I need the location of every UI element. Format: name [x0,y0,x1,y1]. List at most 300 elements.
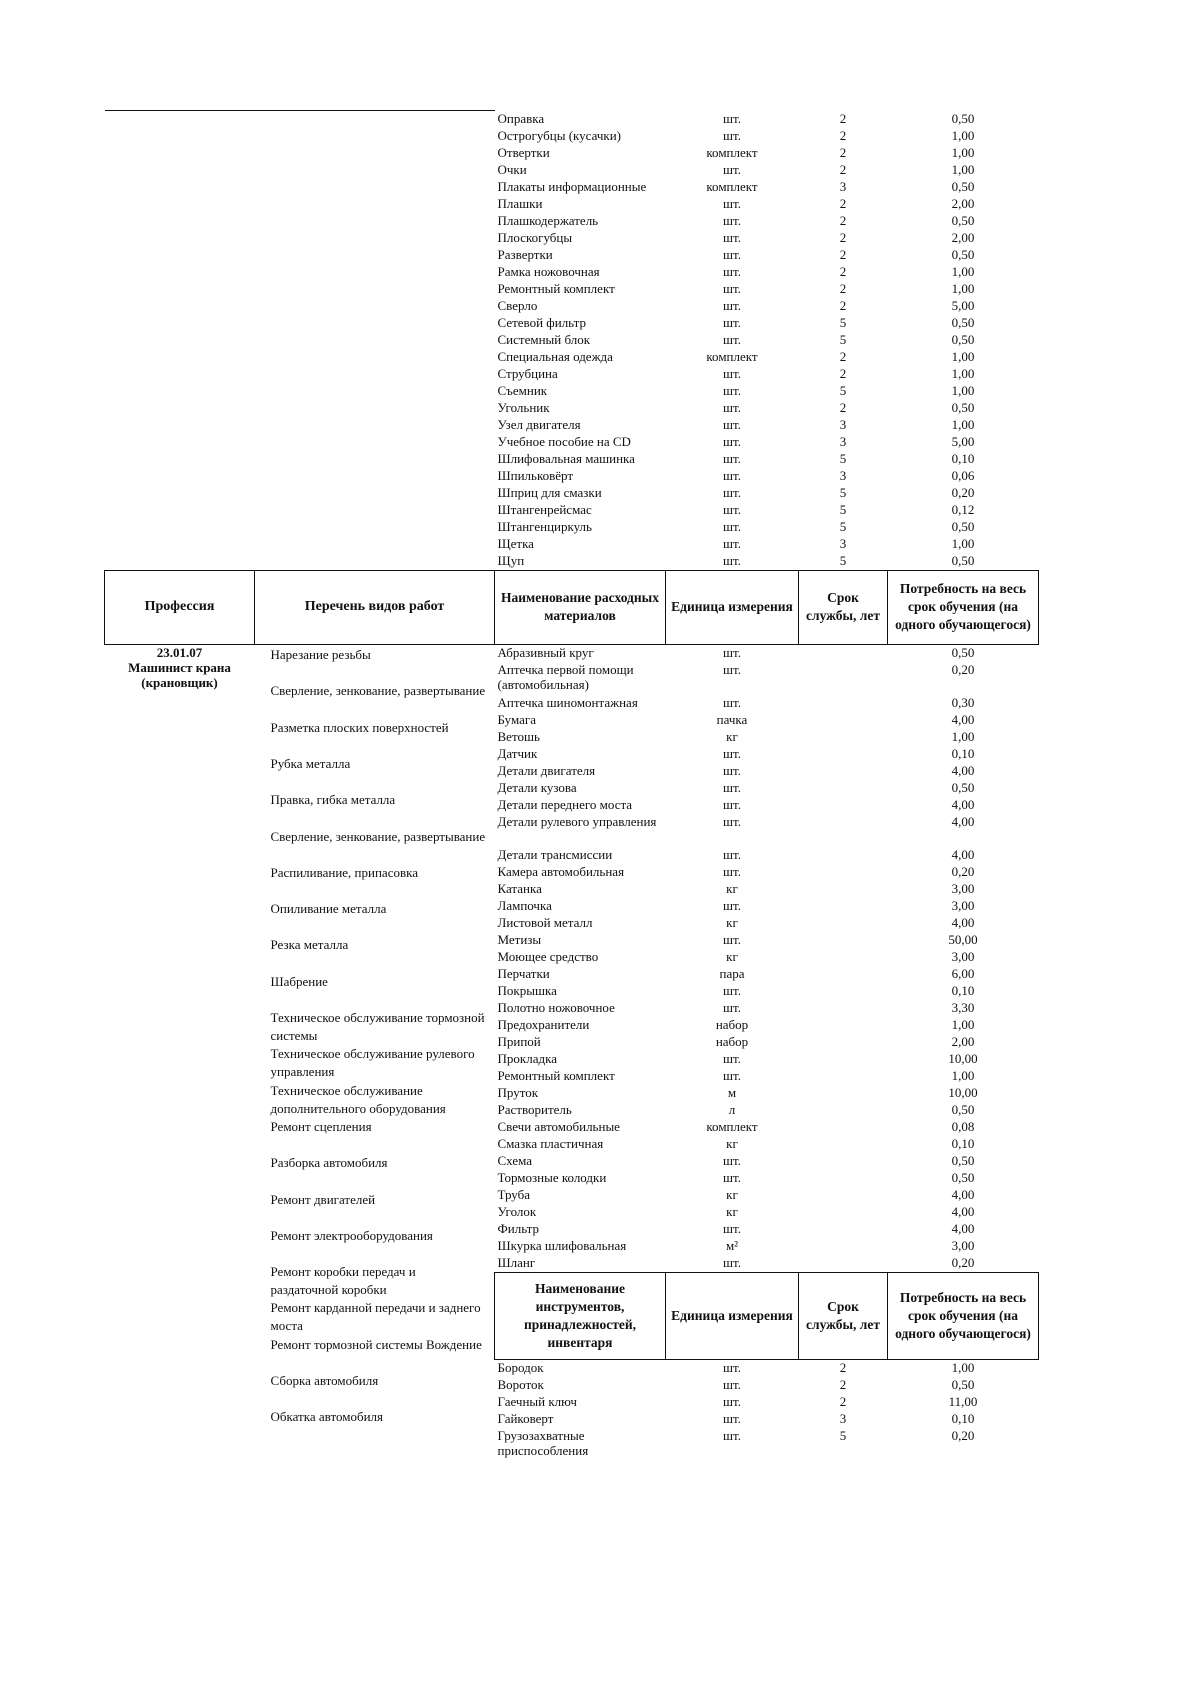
material-need: 4,00 [951,762,975,778]
material-life [799,814,888,847]
item-unit: шт. [723,518,741,534]
material-need: 0,20 [951,863,975,879]
item-life: 2 [839,263,847,279]
material-name: Бумага [497,711,536,727]
work-item: Обкатка автомобиля [270,1408,383,1424]
material-life [799,932,888,949]
materials-table [104,110,1039,1461]
material-life [799,1238,888,1255]
material-name: Ремонтный комплект [497,1067,615,1083]
tool-name: Гайковерт [497,1410,554,1426]
material-unit: кг [726,728,738,744]
item-name: Щуп [497,552,525,568]
material-name: Предохранители [497,1016,590,1032]
item-unit: шт. [723,467,741,483]
material-name: Тормозные колодки [497,1169,607,1185]
material-life [799,797,888,814]
item-life: 5 [839,501,847,517]
item-unit: шт. [723,246,741,262]
item-unit: комплект [706,178,758,194]
material-name: Шкурка шлифовальная [497,1237,627,1253]
item-name: Узел двигателя [497,416,581,432]
item-name: Учебное пособие на CD [497,433,631,449]
material-name: Схема [497,1152,533,1168]
item-need: 1,00 [951,280,975,296]
material-name: Пруток [497,1084,539,1100]
item-life: 5 [839,314,847,330]
material-name: Ветошь [497,728,540,744]
material-life [799,881,888,898]
item-life: 5 [839,450,847,466]
material-need: 4,00 [951,711,975,727]
material-need: 0,50 [951,1101,975,1117]
item-need: 0,20 [951,484,975,500]
table-row [105,111,1039,128]
material-name: Растворитель [497,1101,572,1117]
material-unit: шт. [723,694,741,710]
material-unit: м² [725,1237,739,1253]
work-item: Ремонт электрооборудования [270,1227,433,1243]
item-name: Угольник [497,399,550,415]
item-name: Специальная одежда [497,348,613,364]
material-need: 0,50 [951,779,975,795]
material-need: 0,50 [951,644,975,660]
item-need: 0,12 [951,501,975,517]
item-unit: шт. [723,297,741,313]
work-item: Ремонт сцепления [270,1118,372,1134]
material-unit: шт. [723,813,741,829]
material-need: 1,00 [951,1016,975,1032]
material-unit: л [728,1101,736,1117]
item-name: Сверло [497,297,538,313]
material-unit: шт. [723,1169,741,1185]
item-need: 0,50 [951,110,975,126]
material-need: 1,00 [951,1067,975,1083]
material-need: 0,20 [951,661,975,677]
item-need: 0,50 [951,246,975,262]
material-unit: комплект [706,1118,758,1134]
item-life: 5 [839,518,847,534]
material-name: Полотно ножовочное [497,999,615,1015]
material-name: Катанка [497,880,542,896]
item-life: 3 [839,433,847,449]
item-life: 5 [839,382,847,398]
material-need: 0,10 [951,1135,975,1151]
item-life: 2 [839,365,847,381]
material-unit: м [727,1084,737,1100]
material-life [799,1068,888,1085]
item-unit: шт. [723,161,741,177]
material-unit: шт. [723,982,741,998]
tool-name: Бородок [497,1359,544,1375]
material-life [799,949,888,966]
tool-name: Гаечный ключ [497,1393,577,1409]
item-unit: шт. [723,280,741,296]
material-unit: шт. [723,661,741,677]
material-name: Датчик [497,745,538,761]
item-unit: шт. [723,484,741,500]
material-unit: кг [726,914,738,930]
item-life: 3 [839,416,847,432]
material-life [799,1051,888,1068]
material-life [799,1085,888,1102]
material-need: 50,00 [948,931,978,947]
material-need: 4,00 [951,1186,975,1202]
tool-life: 2 [839,1359,847,1375]
work-item: Шабрение [270,973,328,989]
item-name: Щетка [497,535,534,551]
item-unit: шт. [723,314,741,330]
item-life: 5 [839,484,847,500]
item-need: 1,00 [951,348,975,364]
item-need: 0,06 [951,467,975,483]
material-name: Аптечка первой помощи (автомобильная) [497,661,634,692]
tool-name: Вороток [497,1376,544,1392]
item-name: Штангенрейсмас [497,501,592,517]
material-unit: пара [719,965,745,981]
tool-unit: шт. [723,1410,741,1426]
material-unit: шт. [723,1152,741,1168]
item-need: 1,00 [951,144,975,160]
material-need: 4,00 [951,1220,975,1236]
material-life [799,915,888,932]
material-need: 0,30 [951,694,975,710]
material-life [799,1000,888,1017]
material-name: Припой [497,1033,541,1049]
tools-header-life: Срок службы, лет [799,1272,888,1359]
material-life [799,1255,888,1273]
item-name: Шпильковёрт [497,467,574,483]
material-need: 3,00 [951,948,975,964]
item-need: 0,50 [951,518,975,534]
item-need: 1,00 [951,382,975,398]
tools-header-name: Наименование инструментов, принадлежностей, инвентаря [495,1272,666,1359]
item-life: 2 [839,144,847,160]
material-name: Прокладка [497,1050,557,1066]
tool-life: 2 [839,1376,847,1392]
material-life [799,780,888,797]
material-unit: кг [726,1135,738,1151]
material-unit: шт. [723,999,741,1015]
item-unit: шт. [723,382,741,398]
profession-code: 23.01.07 [156,644,203,660]
work-item: Сборка автомобиля [270,1372,379,1388]
material-unit: шт. [723,779,741,795]
header-need: Потребность на весь срок обучения (на одного обучающегося) [888,570,1039,644]
material-life [799,1017,888,1034]
material-name: Камера автомобильная [497,863,625,879]
material-name: Труба [497,1186,530,1202]
material-name: Абразивный круг [497,644,594,660]
item-life: 2 [839,212,847,228]
item-name: Острогубцы (кусачки) [497,127,621,143]
item-life: 2 [839,399,847,415]
material-name: Покрышка [497,982,557,998]
item-unit: комплект [706,144,758,160]
work-item: Техническое обслуживание рулевого управления [270,1045,475,1079]
material-need: 0,20 [951,1254,975,1270]
material-life [799,966,888,983]
material-unit: кг [726,1186,738,1202]
material-life [799,1170,888,1187]
tool-need: 1,00 [951,1359,975,1375]
item-need: 1,00 [951,535,975,551]
item-need: 1,00 [951,263,975,279]
work-item: Сверление, зенкование, развертывание [270,682,486,698]
material-name: Моющее средство [497,948,599,964]
material-unit: шт. [723,762,741,778]
tool-need: 0,50 [951,1376,975,1392]
item-life: 3 [839,178,847,194]
tools-header-need: Потребность на весь срок обучения (на одного обучающегося) [888,1272,1039,1359]
material-life [799,1119,888,1136]
material-life [799,644,888,662]
material-need: 6,00 [951,965,975,981]
item-life: 2 [839,110,847,126]
header-life: Срок службы, лет [799,570,888,644]
material-unit: шт. [723,1220,741,1236]
material-unit: шт. [723,1254,741,1270]
material-life [799,746,888,763]
item-need: 0,50 [951,212,975,228]
work-item: Ремонт карданной передачи и заднего моста [270,1299,481,1333]
table-row [105,644,1039,662]
item-unit: шт. [723,535,741,551]
item-need: 1,00 [951,161,975,177]
work-item: Техническое обслуживание тормозной системы [270,1009,485,1043]
material-unit: шт. [723,745,741,761]
item-need: 5,00 [951,433,975,449]
item-need: 0,50 [951,331,975,347]
item-unit: шт. [723,110,741,126]
item-unit: шт. [723,331,741,347]
material-name: Детали трансмиссии [497,846,613,862]
material-life [799,1034,888,1051]
material-life [799,695,888,712]
item-name: Штангенциркуль [497,518,592,534]
material-unit: шт. [723,863,741,879]
item-need: 0,10 [951,450,975,466]
material-life [799,712,888,729]
item-name: Плашкодержатель [497,212,599,228]
material-name: Детали рулевого управления [497,813,657,829]
item-name: Сетевой фильтр [497,314,586,330]
item-name: Очки [497,161,527,177]
item-life: 2 [839,161,847,177]
item-life: 3 [839,535,847,551]
header-materials-name: Наименование расходных материалов [495,570,666,644]
work-item: Рубка металла [270,755,351,771]
material-life [799,1136,888,1153]
item-unit: шт. [723,399,741,415]
material-name: Детали переднего моста [497,796,633,812]
item-name: Струбцина [497,365,558,381]
profession-cell-continued [105,111,255,571]
item-name: Оправка [497,110,545,126]
material-need: 4,00 [951,846,975,862]
material-need: 3,00 [951,897,975,913]
material-need: 0,50 [951,1152,975,1168]
material-need: 3,30 [951,999,975,1015]
work-item: Распиливание, припасовка [270,864,418,880]
item-unit: шт. [723,552,741,568]
material-unit: шт. [723,644,741,660]
material-need: 2,00 [951,1033,975,1049]
material-name: Смазка пластичная [497,1135,604,1151]
item-need: 0,50 [951,178,975,194]
item-life: 2 [839,195,847,211]
header-works: Перечень видов работ [255,570,495,644]
material-need: 3,00 [951,1237,975,1253]
item-name: Системный блок [497,331,591,347]
item-name: Шлифовальная машинка [497,450,635,466]
item-name: Плакаты информационные [497,178,647,194]
item-need: 0,50 [951,552,975,568]
tool-unit: шт. [723,1393,741,1409]
material-unit: кг [726,880,738,896]
item-name: Шприц для смазки [497,484,602,500]
material-life [799,864,888,881]
work-item: Правка, гибка металла [270,791,396,807]
item-unit: комплект [706,348,758,364]
header-unit: Единица измерения [666,570,799,644]
item-unit: шт. [723,416,741,432]
material-life [799,1204,888,1221]
material-life [799,729,888,746]
material-name: Уголок [497,1203,537,1219]
material-name: Шланг [497,1254,536,1270]
work-item: Опиливание металла [270,900,387,916]
works-cell-continued [255,111,495,571]
material-life [799,1221,888,1238]
work-item: Техническое обслуживание дополнительного оборудования [270,1082,446,1116]
tools-header-unit: Единица измерения [666,1272,799,1359]
item-unit: шт. [723,501,741,517]
item-life: 2 [839,127,847,143]
material-name: Детали кузова [497,779,577,795]
tool-need: 11,00 [948,1393,978,1409]
works-list-cell [255,644,495,1461]
material-unit: шт. [723,846,741,862]
item-unit: шт. [723,263,741,279]
item-unit: шт. [723,433,741,449]
item-life: 5 [839,331,847,347]
header-profession: Профессия [105,570,255,644]
tool-life: 3 [839,1410,847,1426]
material-need: 0,10 [951,745,975,761]
item-life: 2 [839,246,847,262]
tool-unit: шт. [723,1427,741,1443]
tool-need: 0,10 [951,1410,975,1426]
material-life [799,898,888,915]
material-unit: набор [715,1016,749,1032]
tool-unit: шт. [723,1376,741,1392]
item-name: Плоскогубцы [497,229,573,245]
material-life [799,1102,888,1119]
material-name: Аптечка шиномонтажная [497,694,638,710]
material-life [799,847,888,864]
material-need: 4,00 [951,914,975,930]
material-unit: шт. [723,931,741,947]
item-need: 1,00 [951,127,975,143]
material-need: 0,10 [951,982,975,998]
item-need: 5,00 [951,297,975,313]
work-item: Сверление, зенкование, развертывание [270,828,486,844]
material-name: Фильтр [497,1220,539,1236]
item-unit: шт. [723,212,741,228]
material-unit: набор [715,1033,749,1049]
tool-unit: шт. [723,1359,741,1375]
material-unit: шт. [723,1067,741,1083]
profession-cell [105,644,255,1461]
material-life [799,763,888,780]
work-item: Ремонт тормозной системы Вождение [270,1336,482,1352]
profession-title: Машинист крана (крановщик) [128,659,231,690]
tool-name: Грузозахватные приспособления [497,1427,589,1458]
item-life: 5 [839,552,847,568]
item-unit: шт. [723,127,741,143]
item-need: 1,00 [951,365,975,381]
material-unit: шт. [723,796,741,812]
table-header-row [105,570,1039,644]
item-name: Плашки [497,195,543,211]
material-need: 1,00 [951,728,975,744]
item-life: 3 [839,467,847,483]
item-life: 2 [839,280,847,296]
material-unit: шт. [723,1050,741,1066]
material-need: 10,00 [948,1050,978,1066]
material-name: Лампочка [497,897,552,913]
item-unit: шт. [723,229,741,245]
tool-life: 2 [839,1393,847,1409]
material-need: 4,00 [951,796,975,812]
material-need: 0,08 [951,1118,975,1134]
item-unit: шт. [723,450,741,466]
material-need: 0,50 [951,1169,975,1185]
work-item: Ремонт двигателей [270,1191,376,1207]
tool-life: 5 [839,1427,847,1443]
item-name: Ремонтный комплект [497,280,615,296]
item-need: 0,50 [951,399,975,415]
item-need: 1,00 [951,416,975,432]
item-name: Развертки [497,246,553,262]
material-need: 3,00 [951,880,975,896]
work-item: Нарезание резьбы [270,646,371,662]
material-need: 10,00 [948,1084,978,1100]
material-name: Детали двигателя [497,762,596,778]
item-life: 2 [839,229,847,245]
item-life: 2 [839,348,847,364]
tool-need: 0,20 [951,1427,975,1443]
item-need: 2,00 [951,229,975,245]
material-life [799,983,888,1000]
item-name: Рамка ножовочная [497,263,600,279]
work-item: Разметка плоских поверхностей [270,719,449,735]
material-life [799,1187,888,1204]
item-unit: шт. [723,195,741,211]
work-item: Ремонт коробки передач и раздаточной коробки [270,1263,416,1297]
work-item: Резка металла [270,936,349,952]
item-need: 0,50 [951,314,975,330]
material-life [799,662,888,695]
material-unit: пачка [716,711,748,727]
item-name: Отвертки [497,144,550,160]
material-life [799,1153,888,1170]
material-name: Метизы [497,931,542,947]
material-need: 4,00 [951,1203,975,1219]
item-unit: шт. [723,365,741,381]
material-need: 4,00 [951,813,975,829]
